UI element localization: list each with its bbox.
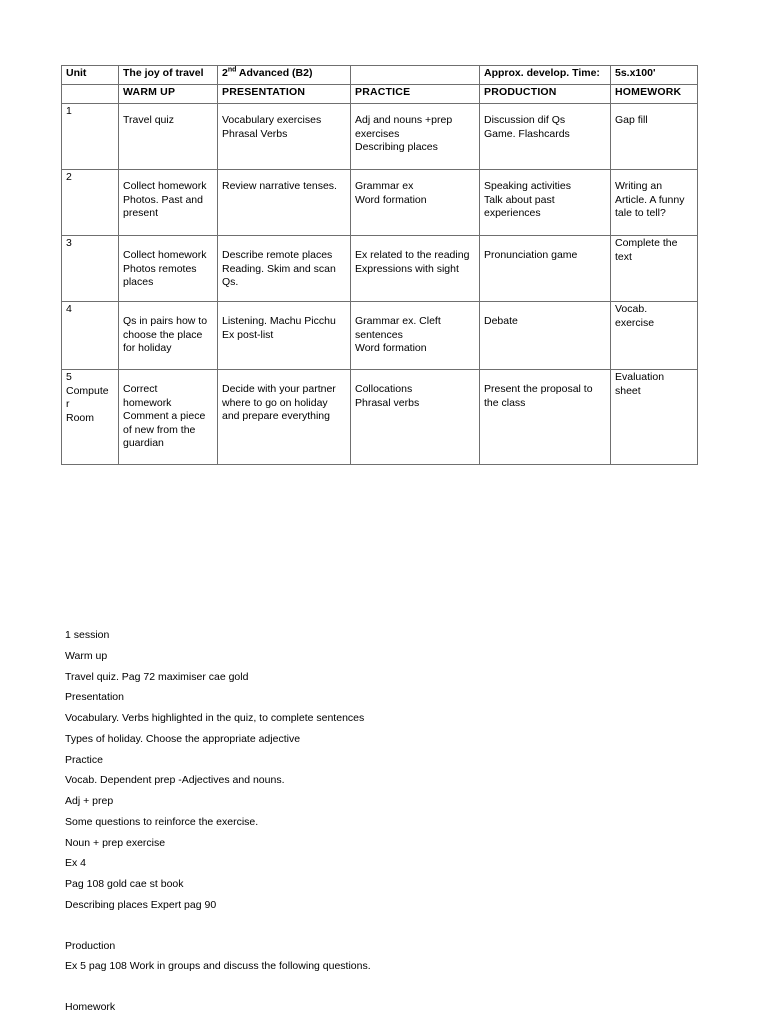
warm-up-text: Correct homework Comment a piece of new from the guardian — [123, 383, 206, 449]
homework-cell — [611, 170, 698, 236]
homework-cell — [611, 302, 698, 370]
practice-cell — [351, 104, 480, 170]
homework-text: Complete the text — [615, 237, 678, 263]
presentation-cell — [218, 236, 351, 302]
production-cell — [480, 370, 611, 465]
presentation-cell — [218, 370, 351, 465]
note-line: Noun + prep exercise — [65, 836, 166, 849]
unit-number: 3 — [62, 236, 119, 302]
production-text: Present the proposal to the class — [484, 383, 593, 409]
practice-text: Grammar ex. Cleft sentences Word formation — [355, 315, 441, 354]
presentation-text: Vocabulary exercises Phrasal Verbs — [222, 114, 322, 140]
warm-up-text: Qs in pairs how to choose the place for holiday — [123, 315, 208, 354]
unit-label: Unit — [62, 66, 119, 85]
session-notes — [65, 627, 745, 1020]
table-header-row — [62, 85, 698, 104]
production-text: Discussion dif Qs Game. Flashcards — [484, 114, 570, 140]
note-line: Some questions to reinforce the exercise. — [65, 815, 259, 828]
note-line: Adj + prep — [65, 795, 114, 807]
production-cell — [480, 236, 611, 302]
note-line: Practice — [65, 753, 103, 766]
practice-cell — [351, 370, 480, 465]
presentation-text: Describe remote places Reading. Skim and scan Qs. — [222, 249, 336, 288]
note-line: Warm up — [65, 649, 108, 662]
warm-up-cell — [119, 170, 218, 236]
practice-text: Grammar ex Word formation — [355, 180, 427, 206]
warm-up-cell — [119, 370, 218, 465]
time-label: Approx. develop. Time: — [480, 66, 611, 85]
warm-up-cell — [119, 104, 218, 170]
warm-up-cell — [119, 302, 218, 370]
course-level-name: Advanced (B2) — [236, 67, 313, 79]
header-blank — [62, 85, 119, 104]
note-line: Pag 108 gold cae st book — [65, 878, 184, 890]
note-line: Types of holiday. Choose the appropriate adjective — [65, 732, 301, 745]
unit-number: 5 Compute r Room — [62, 370, 119, 465]
practice-cell — [351, 236, 480, 302]
course-level-number: 2 — [222, 67, 228, 79]
presentation-cell — [218, 302, 351, 370]
course-level — [218, 66, 351, 85]
warm-up-text: Collect homework Photos remotes places — [123, 249, 207, 288]
table-row — [62, 104, 698, 170]
unit-number: 1 — [62, 104, 119, 170]
production-cell — [480, 170, 611, 236]
note-line: Production — [65, 939, 116, 952]
homework-text: Vocab. exercise — [615, 303, 655, 329]
table-row — [62, 170, 698, 236]
presentation-cell — [218, 170, 351, 236]
presentation-text: Review narrative tenses. — [222, 180, 337, 192]
note-line: Vocabulary. Verbs highlighted in the quiz, to complete sentences — [65, 712, 365, 724]
note-spacer — [65, 918, 745, 938]
production-text: Speaking activities Talk about past experiences — [484, 180, 571, 219]
practice-cell — [351, 302, 480, 370]
lesson-plan-table — [61, 65, 698, 465]
note-line: Presentation — [65, 691, 124, 704]
production-cell — [480, 302, 611, 370]
header-practice: PRACTICE — [351, 85, 480, 104]
unit-number: 4 — [62, 302, 119, 370]
presentation-cell — [218, 104, 351, 170]
homework-text: Writing an Article. A funny tale to tell? — [615, 180, 685, 219]
warm-up-text: Collect homework Photos. Past and present — [123, 180, 207, 219]
note-line: Vocab. Dependent prep -Adjectives and nouns. — [65, 774, 285, 787]
production-text: Debate — [484, 315, 518, 327]
practice-text: Ex related to the reading Expressions with sight — [355, 249, 470, 275]
homework-text: Evaluation sheet — [615, 371, 665, 397]
homework-cell — [611, 370, 698, 465]
course-level-suffix: nd — [227, 66, 237, 74]
practice-text: Adj and nouns +prep exercises Describing places — [355, 114, 453, 153]
note-line: Homework — [65, 1001, 116, 1013]
note-line: Ex 4 — [65, 857, 87, 870]
note-line: Travel quiz. Pag 72 maximiser cae gold — [65, 670, 249, 683]
homework-text: Gap fill — [615, 114, 648, 126]
table-row — [62, 236, 698, 302]
presentation-text: Listening. Machu Picchu Ex post-list — [222, 315, 336, 341]
practice-cell — [351, 170, 480, 236]
practice-text: Collocations Phrasal verbs — [355, 383, 420, 409]
table-row — [62, 370, 698, 465]
note-line: 1 session — [65, 629, 110, 641]
header-presentation: PRESENTATION — [218, 85, 351, 104]
unit-title: The joy of travel — [119, 66, 218, 85]
note-line: Ex 5 pag 108 Work in groups and discuss the following questions. — [65, 960, 371, 973]
time-value: 5s.x100' — [611, 66, 698, 85]
note-spacer — [65, 979, 745, 999]
note-line: Describing places Expert pag 90 — [65, 898, 217, 911]
unit-number: 2 — [62, 170, 119, 236]
production-cell — [480, 104, 611, 170]
table-row — [62, 302, 698, 370]
header-warm-up: WARM UP — [119, 85, 218, 104]
homework-cell — [611, 104, 698, 170]
header-homework: HOMEWORK — [611, 85, 698, 104]
warm-up-text: Travel quiz — [123, 114, 174, 126]
homework-cell — [611, 236, 698, 302]
empty-title-cell — [351, 66, 480, 85]
header-production: PRODUCTION — [480, 85, 611, 104]
production-text: Pronunciation game — [484, 249, 578, 261]
table-title-row — [62, 66, 698, 85]
warm-up-cell — [119, 236, 218, 302]
presentation-text: Decide with your partner where to go on holiday and prepare everything — [222, 383, 336, 422]
